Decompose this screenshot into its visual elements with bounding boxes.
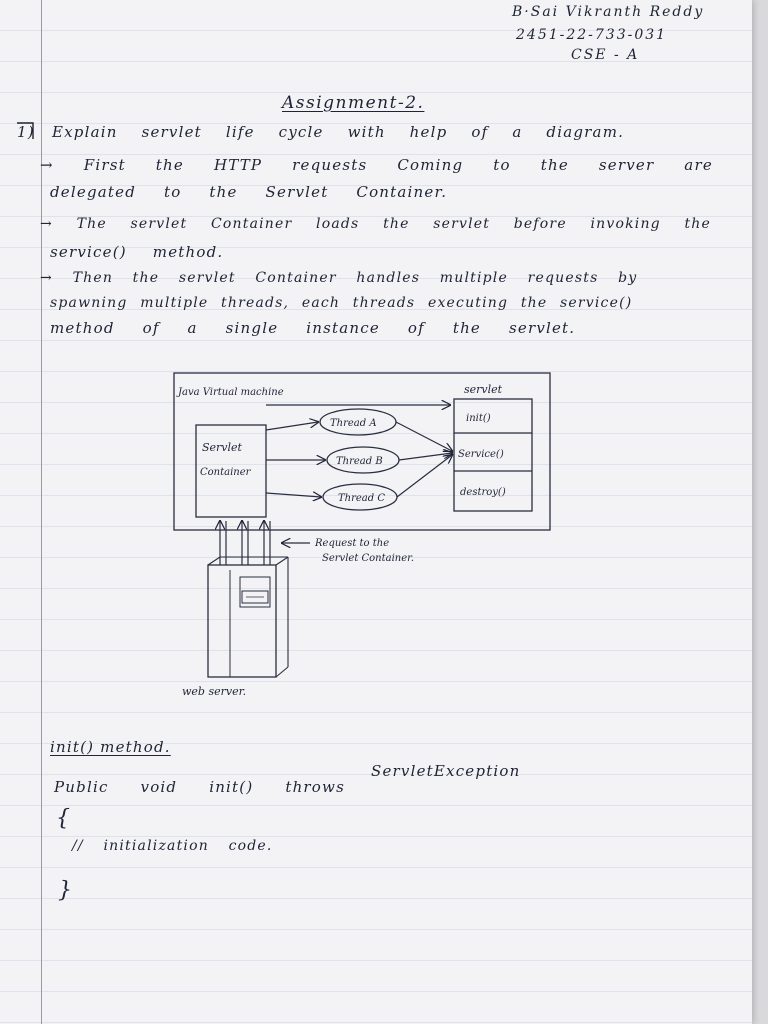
method-init: init() <box>466 413 491 424</box>
thread-c-label: Thread C <box>338 493 386 504</box>
request-label-2: Servlet Container. <box>322 553 415 564</box>
paragraph-3-line-2: spawning multiple threads, each threads executing the service() <box>50 295 633 311</box>
method-destroy: destroy() <box>460 487 506 498</box>
code-close-brace: } <box>58 878 72 903</box>
code-open-brace: { <box>56 806 70 831</box>
thread-a-label: Thread A <box>330 418 377 429</box>
question-number: 1) <box>17 123 35 141</box>
servlet-label: servlet <box>464 383 503 396</box>
margin-line <box>41 0 42 1024</box>
thread-b-label: Thread B <box>336 456 383 467</box>
paragraph-2-line-2: service() method. <box>50 243 224 261</box>
container-label-1: Servlet <box>202 441 242 454</box>
method-service: Service() <box>458 449 504 460</box>
paragraph-3-line-3: method of a single instance of the servlet. <box>50 319 576 337</box>
code-signature: Public void init() throws <box>54 778 345 796</box>
paragraph-2-line-1: → The servlet Container loads the servlet before invoking the <box>40 216 712 232</box>
code-comment: // initialization code. <box>72 838 273 854</box>
student-name: B·Sai Vikranth Reddy <box>512 4 705 20</box>
paragraph-1-line-2: delegated to the Servlet Container. <box>50 183 448 201</box>
paragraph-1-line-1: → First the HTTP requests Coming to the server are <box>40 156 713 174</box>
page-title: Assignment-2. <box>282 93 425 113</box>
request-label-1: Request to the <box>315 538 390 549</box>
roll-number: 2451-22-733-031 <box>516 27 668 43</box>
paragraph-3-line-1: → Then the servlet Container handles multiple requests by <box>40 270 638 286</box>
section: CSE - A <box>571 47 640 63</box>
code-heading: init() method. <box>50 738 171 756</box>
servlet-lifecycle-diagram <box>160 365 560 705</box>
question-text: Explain servlet life cycle with help of a diagram. <box>52 123 625 141</box>
code-exception: ServletException <box>371 762 521 780</box>
web-server-icon <box>208 557 288 677</box>
web-server-label: web server. <box>182 685 247 698</box>
jvm-label: Java Virtual machine <box>178 387 284 398</box>
container-label-2: Container <box>200 467 251 478</box>
